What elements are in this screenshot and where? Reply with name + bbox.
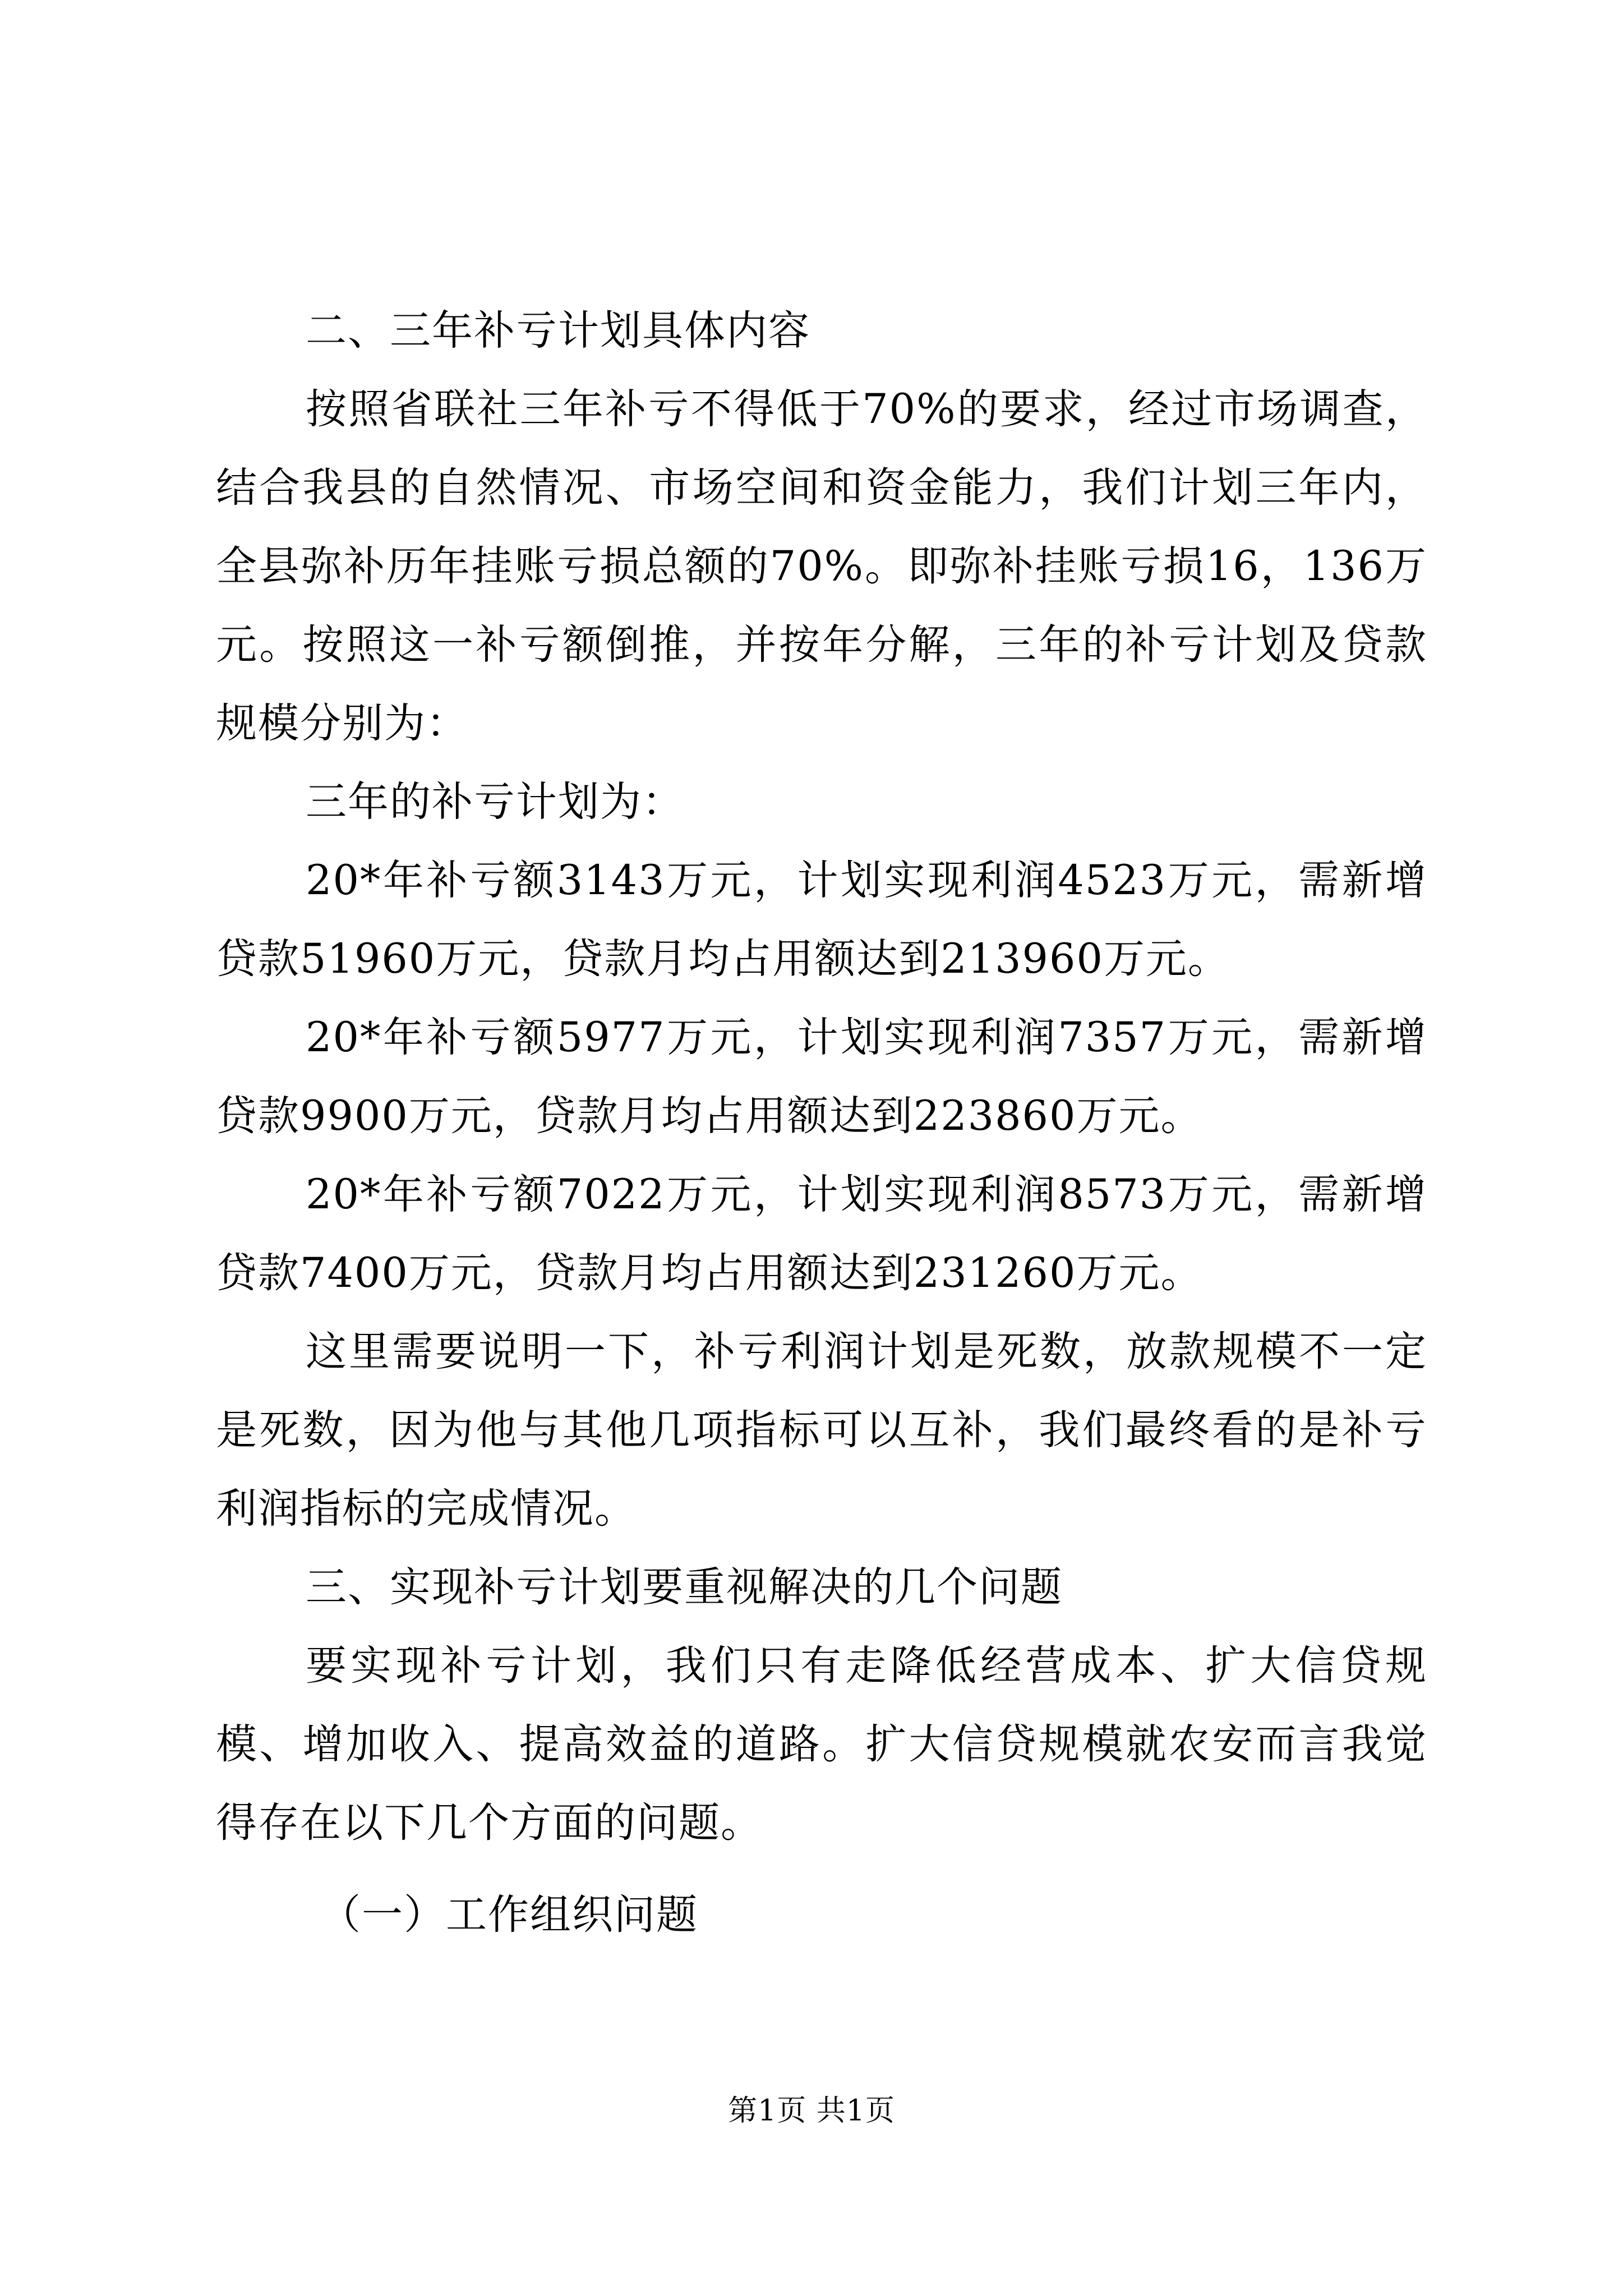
- document-body: [216, 292, 1427, 1954]
- paragraph-year-3: 20*年补亏额7022万元，计划实现利润8573万元，需新增贷款7400万元，贷款月均占用额达到231260万元。: [216, 1171, 1427, 1297]
- section-heading-2: 二、三年补亏计划具体内容: [306, 307, 810, 355]
- paragraph-year-1: 20*年补亏额3143万元，计划实现利润4523万元，需新增贷款51960万元，贷款月均占用额达到213960万元。: [216, 857, 1427, 983]
- paragraph-path: 要实现补亏计划，我们只有走降低经营成本、扩大信贷规模、增加收入、提高效益的道路。扩大信贷规模就农安而言我觉得存在以下几个方面的问题。: [216, 1642, 1427, 1847]
- paragraph-year-2: 20*年补亏额5977万元，计划实现利润7357万元，需新增贷款9900万元，贷款月均占用额达到223860万元。: [216, 1014, 1427, 1140]
- section-heading-3: 三、实现补亏计划要重视解决的几个问题: [306, 1563, 1063, 1611]
- page-footer: 第1页 共1页: [728, 2094, 895, 2128]
- paragraph-note: 这里需要说明一下，补亏利润计划是死数，放款规模不一定是死数，因为他与其他几项指标可以互补，我们最终看的是补亏利润指标的完成情况。: [216, 1328, 1427, 1533]
- paragraph-target: 按照省联社三年补亏不得低于70%的要求，经过市场调查，结合我县的自然情况、市场空间和资金能力，我们计划三年内，全县弥补历年挂账亏损总额的70%。即弥补挂账亏损16，136万元。按照这一补亏额倒推，并按年分解，三年的补亏计划及贷款规模分别为：: [216, 385, 1427, 747]
- paragraph-plan-intro: 三年的补亏计划为：: [306, 778, 684, 826]
- subsection-heading-1: （一）工作组织问题: [320, 1891, 698, 1939]
